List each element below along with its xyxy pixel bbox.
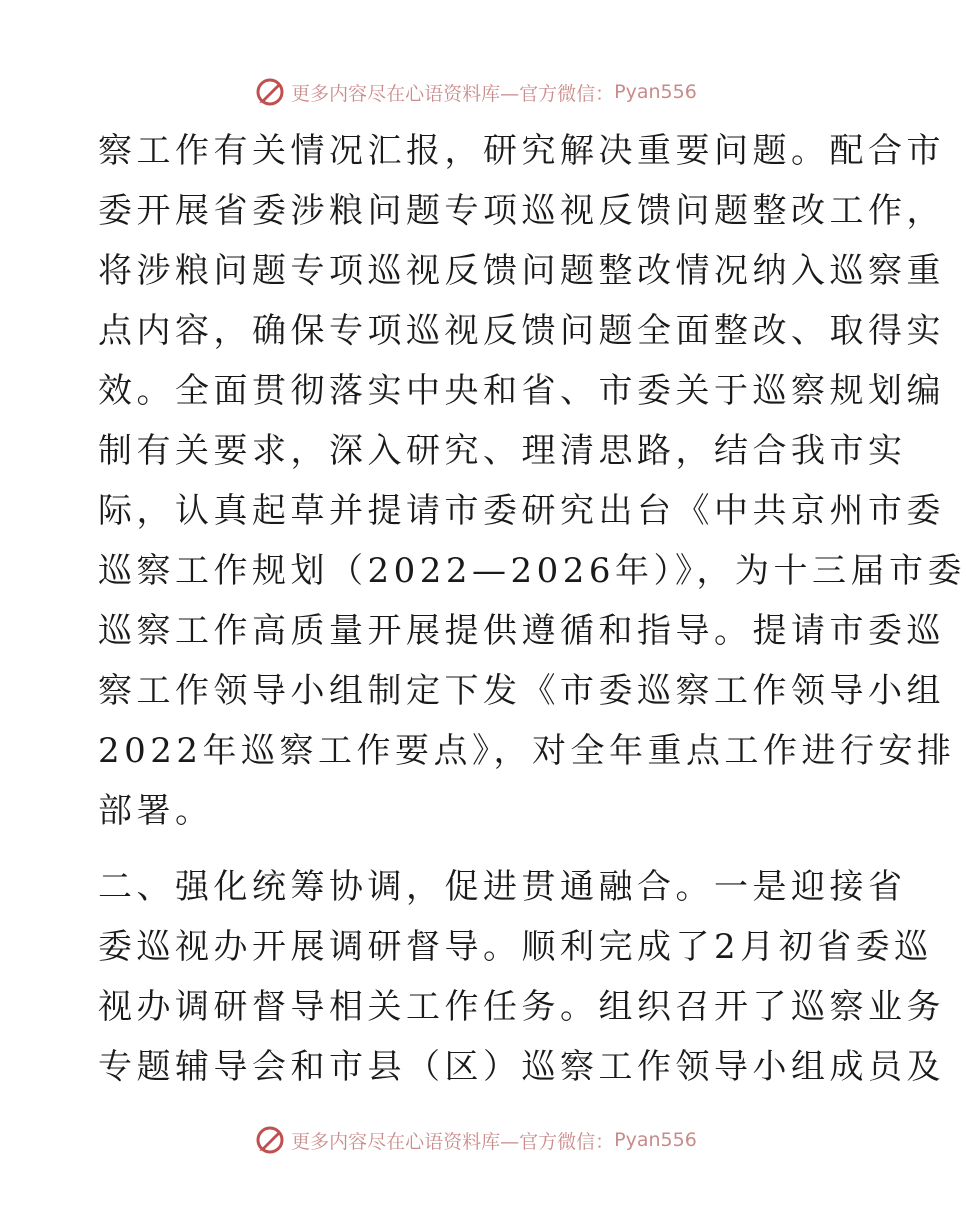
body-line: 察工作有关情况汇报，研究解决重要问题。配合市	[98, 131, 945, 171]
header-watermark	[0, 72, 950, 112]
body-line: 二、强化统筹协调，促进贯通融合。一是迎接省	[98, 867, 907, 907]
body-line: 将涉粮问题专项巡视反馈问题整改情况纳入巡察重	[98, 251, 945, 291]
body-line: 点内容，确保专项巡视反馈问题全面整改、取得实	[98, 311, 945, 351]
body-line: 委开展省委涉粮问题专项巡视反馈问题整改工作，	[98, 191, 945, 231]
body-line: 察工作领导小组制定下发《市委巡察工作领导小组	[98, 671, 945, 711]
footer-watermark	[0, 1120, 950, 1160]
body-line: 制有关要求，深入研究、理清思路，结合我市实	[98, 431, 907, 471]
watermark-text: 更多内容尽在心语资料库—官方微信：	[291, 1130, 615, 1153]
body-line: 巡察工作高质量开展提供遵循和指导。提请市委巡	[98, 611, 945, 651]
body-line: 视办调研督导相关工作任务。组织召开了巡察业务	[98, 987, 945, 1027]
watermark-id: Pyan556	[614, 81, 697, 103]
body-line: 部署。	[98, 791, 214, 831]
watermark-id: Pyan556	[614, 1129, 697, 1151]
body-line: 专题辅导会和市县（区）巡察工作领导小组成员及	[98, 1047, 945, 1087]
body-line: 2022年巡察工作要点》，对全年重点工作进行安排	[98, 731, 956, 771]
body-line: 委巡视办开展调研督导。顺利完成了2月初省委巡	[98, 927, 933, 967]
body-line: 际，认真起草并提请市委研究出台《中共京州市委	[98, 491, 945, 531]
pen-logo-icon	[253, 1123, 287, 1157]
body-line: 效。全面贯彻落实中央和省、市委关于巡察规划编	[98, 371, 945, 411]
pen-logo-icon	[253, 75, 287, 109]
watermark-text: 更多内容尽在心语资料库—官方微信：	[291, 82, 615, 105]
body-line: 巡察工作规划（2022—2026年）》，为十三届市委	[98, 551, 966, 591]
